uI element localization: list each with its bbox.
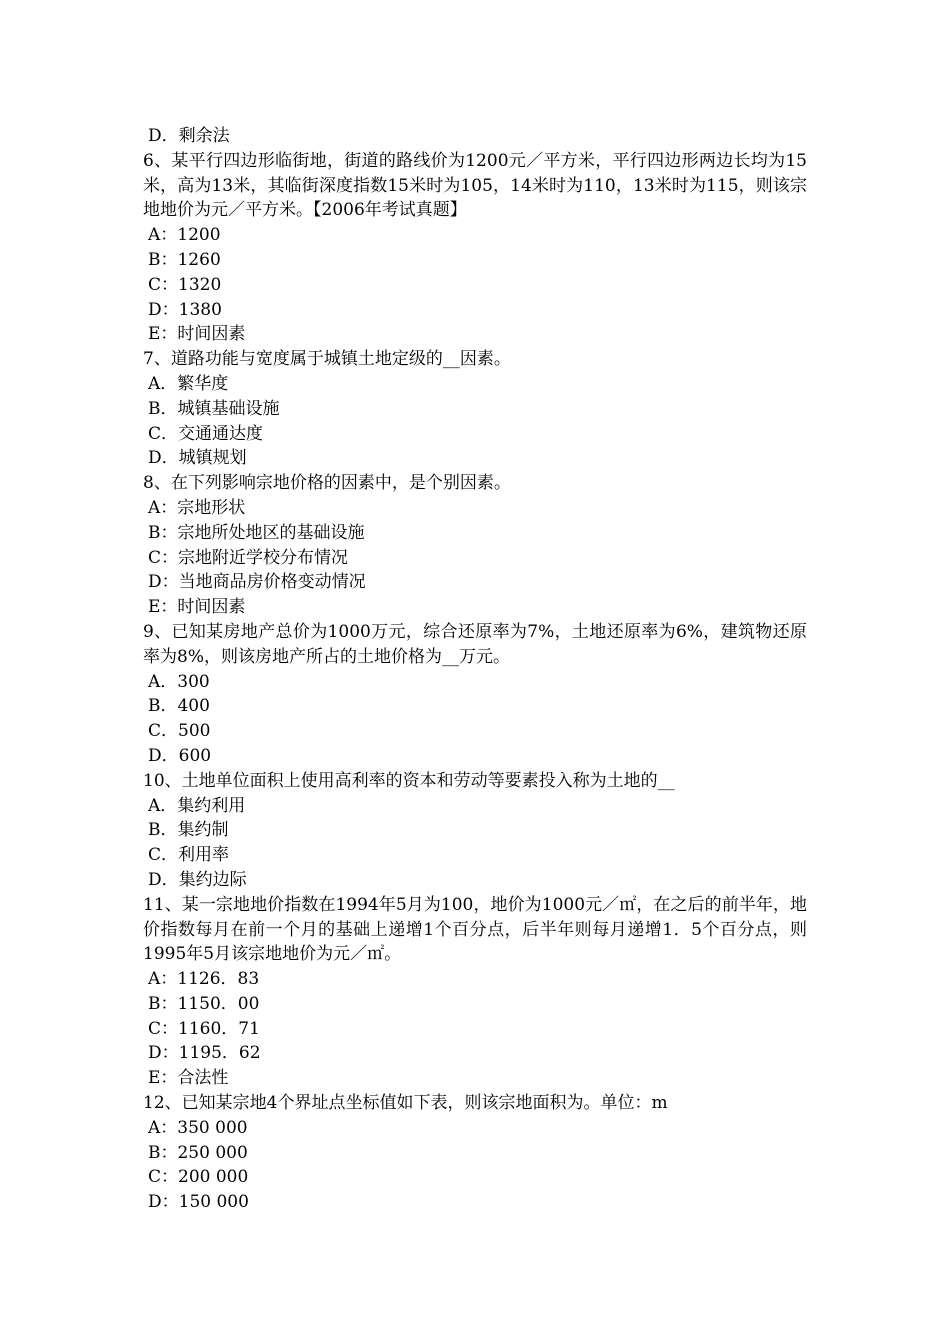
option-d: D：150 000 bbox=[148, 1192, 249, 1213]
option-a: A．集约利用 bbox=[148, 795, 246, 816]
question-stem: 10、土地单位面积上使用高利率的资本和劳动等要素投入称为土地的__ bbox=[143, 770, 675, 791]
option-c: C．500 bbox=[148, 721, 211, 742]
option-c: C：1160．71 bbox=[148, 1018, 260, 1039]
option-d: D：当地商品房价格变动情况 bbox=[148, 572, 366, 593]
option-b: B．城镇基础设施 bbox=[148, 398, 280, 419]
option-b: B：宗地所处地区的基础设施 bbox=[148, 522, 365, 543]
option-b: B．集约制 bbox=[148, 820, 229, 841]
question-6 bbox=[143, 149, 807, 347]
question-stem: 11、某一宗地地价指数在1994年5月为100，地价为1000元／㎡，在之后的前半年，地价指数每月在前一个月的基础上递增1个百分点，后半年则每月递增1．5个百分点，则1995年5月该宗地地价为元／㎡。 bbox=[143, 894, 807, 965]
question-8 bbox=[143, 471, 807, 620]
option-b: B：1260 bbox=[148, 249, 221, 270]
option-a: A．繁华度 bbox=[148, 373, 229, 394]
option-a: A：1200 bbox=[148, 225, 221, 246]
question-stem: 12、已知某宗地4个界址点坐标值如下表，则该宗地面积为。单位：m bbox=[143, 1093, 668, 1114]
option-d: D．城镇规划 bbox=[148, 448, 247, 469]
question-stem: 6、某平行四边形临街地，街道的路线价为1200元／平方米，平行四边形两边长均为15米，高为13米，其临街深度指数15米时为105，14米时为110，13米时为115，则该宗地地价为元／平方米。【2006年考试真题】 bbox=[143, 150, 807, 221]
document-body bbox=[143, 124, 807, 1215]
question-stem: 9、已知某房地产总价为1000万元，综合还原率为7%，土地还原率为6%，建筑物还原率为8%，则该房地产所占的土地价格为__万元。 bbox=[143, 621, 807, 667]
option-e: E：时间因素 bbox=[148, 324, 246, 345]
option-a: A：1126．83 bbox=[148, 969, 260, 990]
option-c: C：宗地附近学校分布情况 bbox=[148, 547, 349, 568]
option-a: A．300 bbox=[148, 671, 210, 692]
option-e: E：时间因素 bbox=[148, 597, 246, 618]
option-d: D：1195．62 bbox=[148, 1043, 261, 1064]
option-b: B：250 000 bbox=[148, 1142, 248, 1163]
option-d: D．集约边际 bbox=[148, 869, 247, 890]
question-stem: 8、在下列影响宗地价格的因素中，是个别因素。 bbox=[143, 473, 511, 494]
option-a: A：宗地形状 bbox=[148, 497, 246, 518]
option-e: E：合法性 bbox=[148, 1068, 229, 1089]
question-stem: 7、道路功能与宽度属于城镇土地定级的__因素。 bbox=[143, 349, 511, 370]
option-b: B：1150．00 bbox=[148, 993, 260, 1014]
question-7 bbox=[143, 347, 807, 471]
question-9 bbox=[143, 620, 807, 769]
option-c: C．利用率 bbox=[148, 845, 230, 866]
question-10 bbox=[143, 769, 807, 893]
question-12 bbox=[143, 1091, 807, 1215]
option-c: C．交通通达度 bbox=[148, 423, 264, 444]
option-d: D：1380 bbox=[148, 299, 222, 320]
option-line: D．剩余法 bbox=[148, 126, 230, 146]
option-b: B．400 bbox=[148, 696, 210, 717]
option-c: C：1320 bbox=[148, 274, 222, 295]
option-a: A：350 000 bbox=[148, 1117, 248, 1138]
question-11 bbox=[143, 893, 807, 1091]
option-c: C：200 000 bbox=[148, 1167, 249, 1188]
option-d: D．600 bbox=[148, 745, 212, 766]
